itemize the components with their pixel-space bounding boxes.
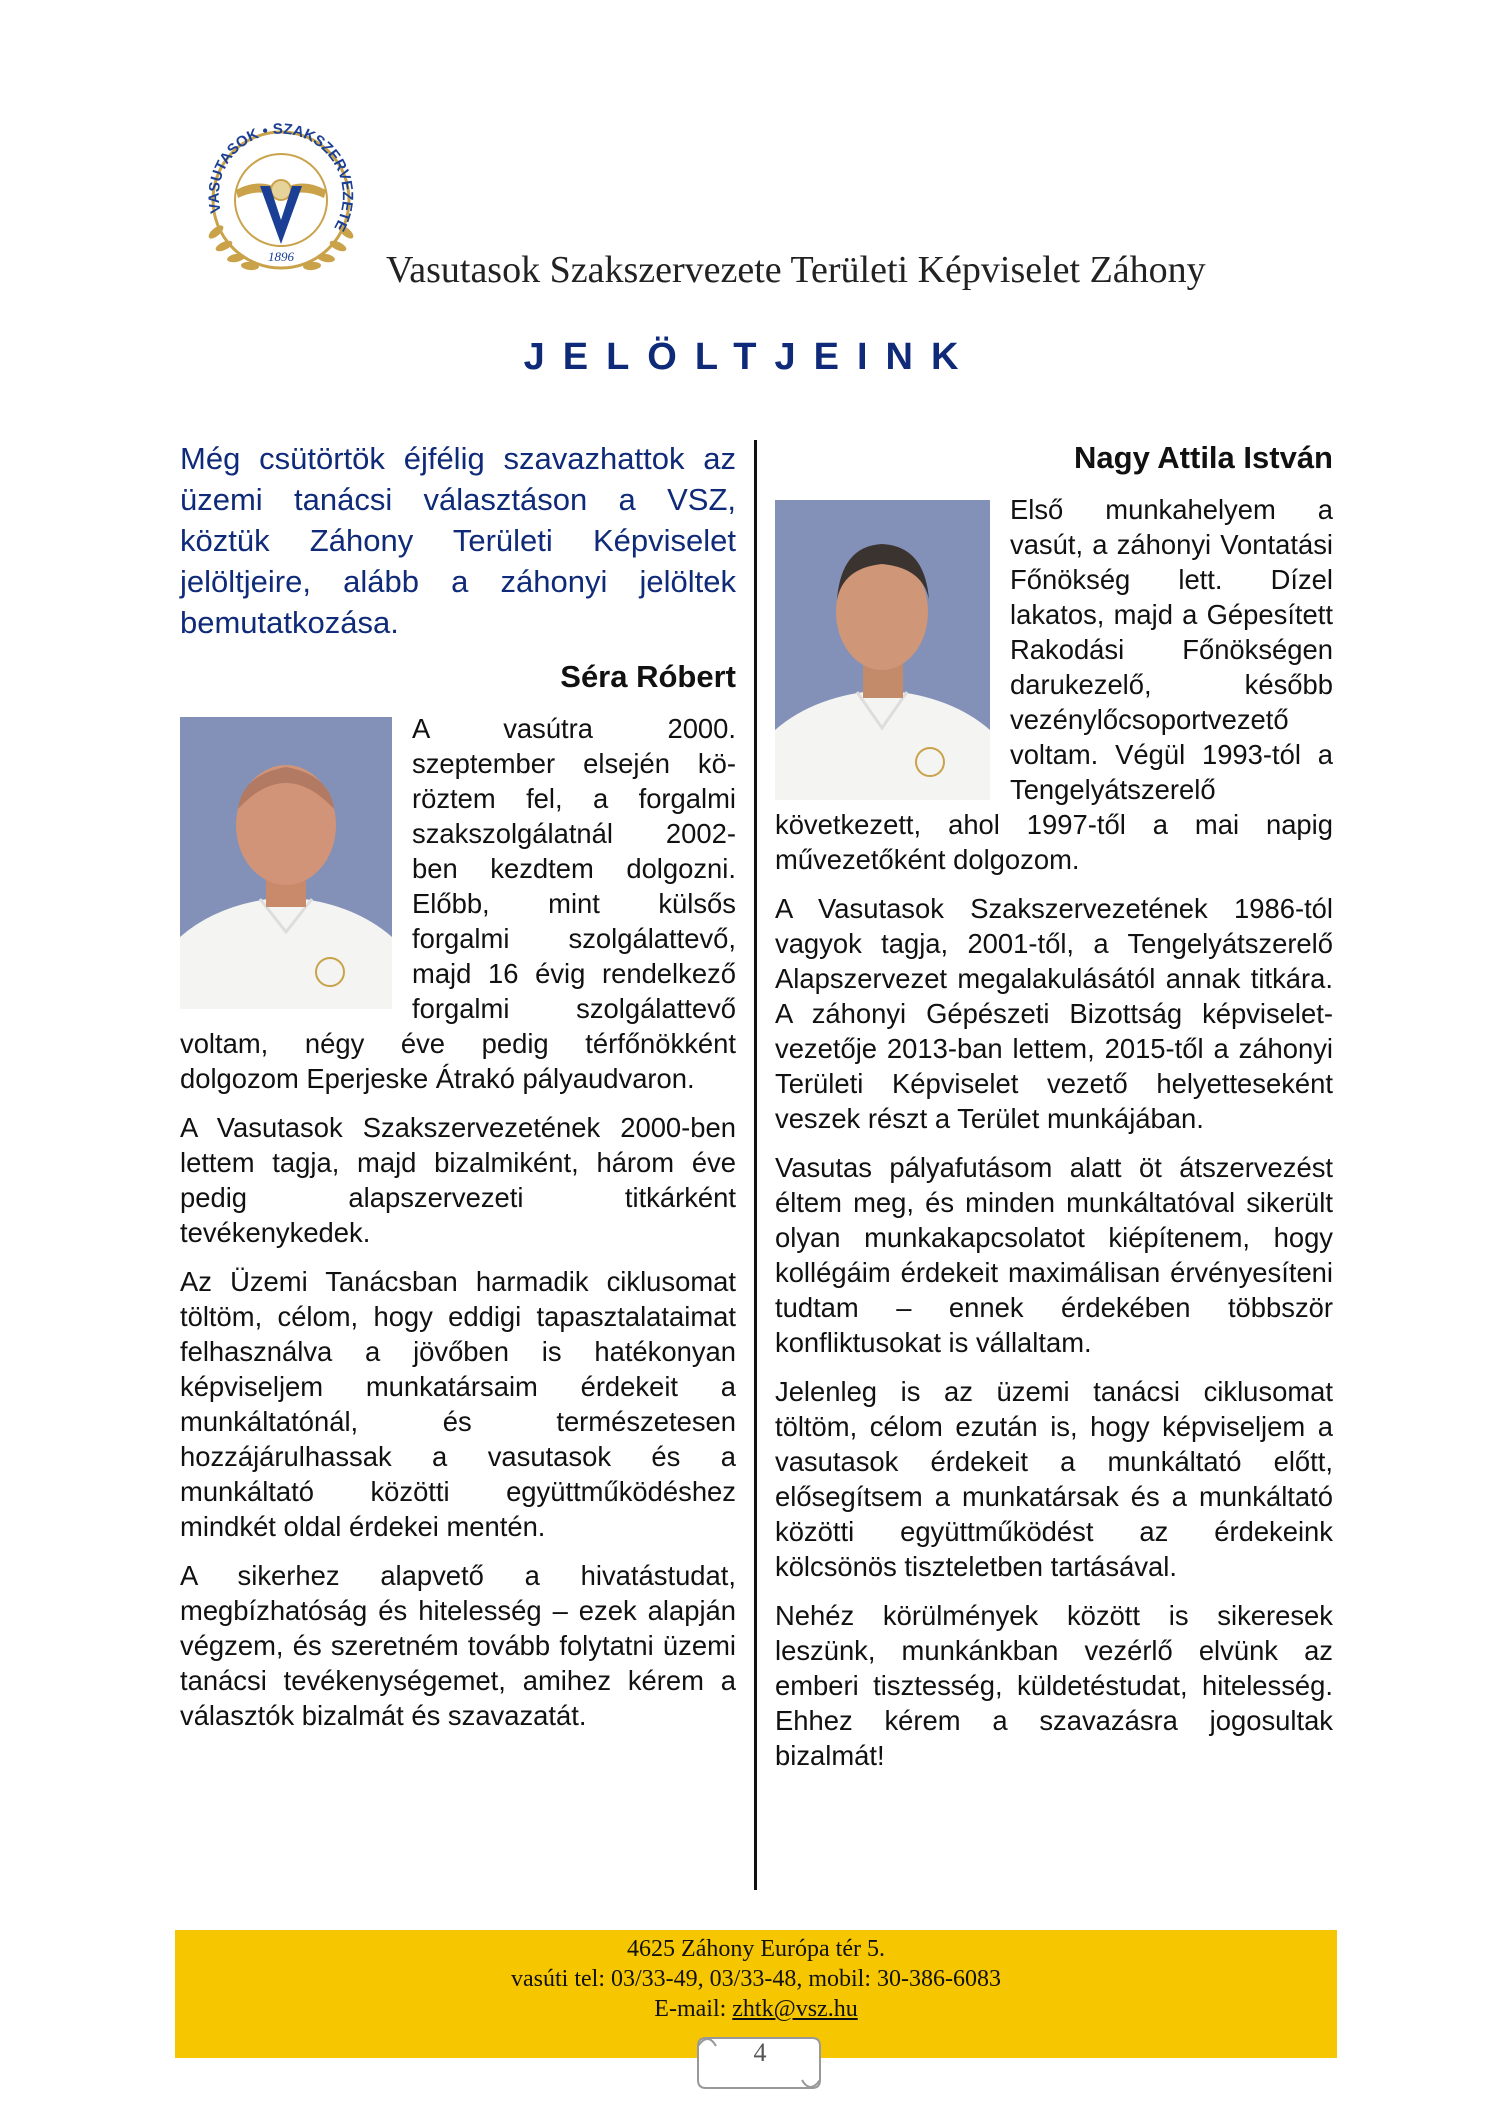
- header-title: Vasutasok Szakszervezete Területi Képviselet Záhony: [386, 249, 1206, 291]
- footer-email-label: E-mail:: [654, 1996, 733, 2022]
- section-title: JELÖLTJEINK: [523, 336, 977, 378]
- candidate-name-nagy: Nagy Attila István: [1074, 440, 1333, 475]
- candidate-name-sera: Séra Róbert: [560, 659, 736, 694]
- svg-text:VASUTASOK • SZAKSZERVEZETE: [206, 121, 356, 234]
- logo-year: 1896: [268, 249, 294, 264]
- footer-email-link[interactable]: zhtk@vsz.hu: [732, 1996, 858, 2022]
- nagy-paragraph-1: Első munkahelyem a vasút, a záhonyi Vontatási Főnökség lett. Dízel lakatos, majd a Gépesített Rakodási Főnökségen darukezelő, később vezénylőcsoportvezető voltam. Végül 1993-tól a Tengelyátszerelő következett, ahol 1997-től a mai napig művezetőként dolgozom.: [775, 494, 1333, 875]
- sera-paragraph-3: Az Üzemi Tanácsban harmadik ciklusomat töltöm, célom, hogy eddigi tapasztalataimat felhasználva a jövőben is hatékonyan képviseljem munkatársaim érdekeit a munkáltatónál, és természetesen hozzájárulhassak a vasutasok és a munkáltató közötti együttműködéshez mindkét oldal érdekei mentén.: [180, 1266, 736, 1542]
- column-divider: [754, 440, 757, 1890]
- nagy-paragraph-5: Nehéz körülmények között is sikeresek leszünk, munkánkban vezérlő elvünk az emberi tisztesség, küldetéstudat, hitelesség. Ehhez kérem a szavazásra jogosultak bizalmát!: [775, 1600, 1333, 1771]
- sera-paragraph-4: A sikerhez alapvető a hivatástudat, megbízhatóság és hitelesség – ezek alapján végzem, és szeretném tovább folytatni üzemi tanácsi tevékenységemet, amihez kérem a választók bizalmát és szavazatát.: [180, 1560, 736, 1731]
- vsz-logo: [186, 112, 376, 282]
- lead-paragraph: Még csütörtök éjfélig szavazhattok az üzemi tanácsi választáson a VSZ, köztük Záhony Területi Képviselet jelöltjeire, alább a záhonyi jelöltek bemutatkozása.: [180, 441, 736, 640]
- footer-email-line: [175, 1994, 1337, 2024]
- sera-paragraph-2: A Vasutasok Szakszervezetének 2000-ben lettem tagja, majd bizalmiként, három éve pedig alapszervezeti titkárként tevékenykedek.: [180, 1112, 736, 1248]
- logo-ring-text: VASUTASOK • SZAKSZERVEZETE: [205, 120, 356, 234]
- nagy-paragraph-3: Vasutas pályafutásom alatt öt átszervezést éltem meg, és minden munkáltatóval sikerült olyan munkakapcsolatot kiépítenem, hogy kollégáim érdekeit maximálisan érvényesíteni tudtam – ennek érdekében többször konfliktusokat is vállaltam.: [775, 1152, 1333, 1358]
- candidate-photo-nagy: [775, 500, 990, 800]
- candidate-photo-sera: [180, 717, 392, 1009]
- footer-address: 4625 Záhony Európa tér 5.: [627, 1936, 885, 1962]
- nagy-paragraph-2: A Vasutasok Szakszervezetének 1986-tól vagyok tagja, 2001-től, a Tengelyátszerelő Alapszervezet megalakulásától annak titkára. A záhonyi Gépészeti Bizottság képviselet-vezetője 2013-ban lettem, 2015-től a záhonyi Területi Képviselet vezető helyetteseként veszek részt a Terület munkájában.: [775, 893, 1333, 1134]
- nagy-paragraph-4: Jelenleg is az üzemi tanácsi ciklusomat töltöm, célom ezután is, hogy képviseljem a vasutasok érdekeit a munkáltató előtt, elősegítsem a munkatársak és a munkáltató közötti együttműködést az érdekeink kölcsönös tiszteletben tartásával.: [775, 1376, 1333, 1582]
- sera-paragraph-1: A vasútra 2000. szeptember elsején köröztem fel, a forgalmi szakszolgálatnál 2002-ben kezdtem dolgozni. Előbb, mint külsős forgalmi szolgálattevő, majd 16 évig rendelkező forgalmi szolgálattevő voltam, négy éve pedig térfőnökként dolgozom Eperjeske Átrakó pályaudvaron.: [180, 713, 736, 1094]
- page-number: 4: [753, 2038, 767, 2067]
- right-column: [775, 438, 1333, 1787]
- left-column: [180, 438, 736, 1747]
- footer-phone: vasúti tel: 03/33-49, 03/33-48, mobil: 30-386-6083: [511, 1966, 1001, 1992]
